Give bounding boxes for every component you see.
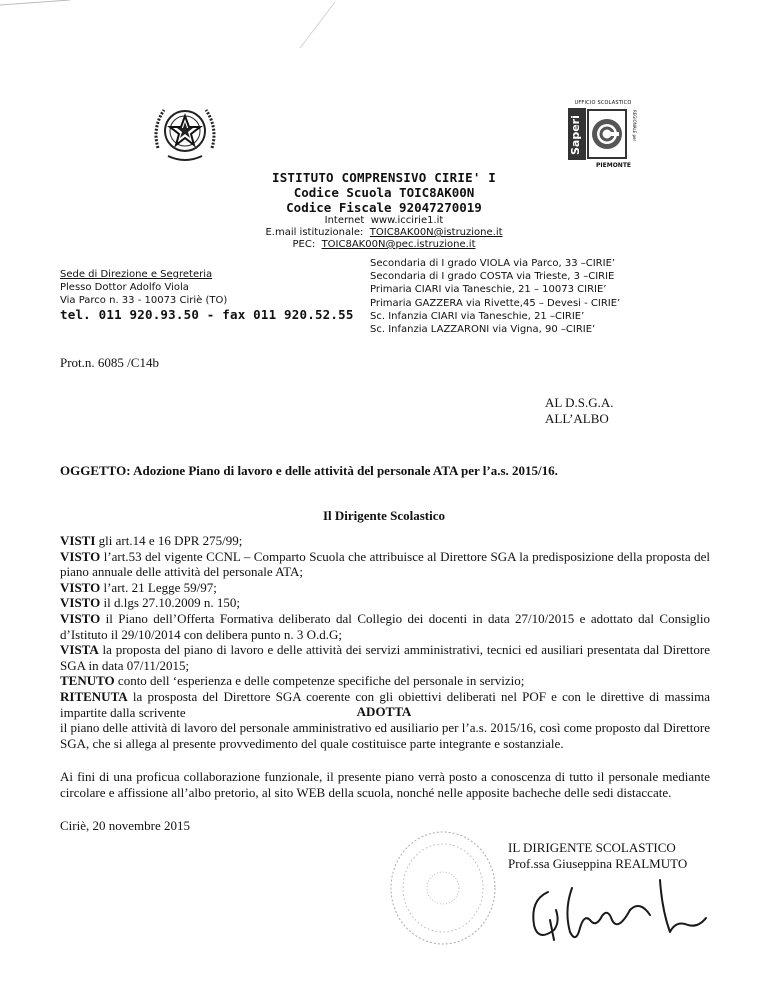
considerations-list	[60, 533, 710, 720]
address-line-2: Via Parco n. 33 - 10073 Ciriè (TO)	[60, 295, 228, 306]
consideration-item: VISTO il d.lgs 27.10.2009 n. 150;	[60, 595, 240, 611]
address-line-1: Plesso Dottor Adolfo Viola	[60, 282, 189, 293]
school-item: Secondaria di I grado VIOLA via Parco, 33 –CIRIE’	[370, 258, 616, 269]
logo-top-text: UFFICIO SCOLASTICO	[574, 100, 632, 106]
signatory-name: Prof.ssa Giuseppina REALMUTO	[508, 856, 688, 871]
phone-fax: tel. 011 920.93.50 - fax 011 920.52.55	[60, 307, 354, 322]
pec-label: PEC:	[292, 239, 316, 250]
handwritten-signature-icon	[520, 870, 720, 950]
consideration-item: VISTO il Piano dell’Offerta Formativa deliberato dal Collegio dei docenti in data 27/10/2015 e adottato dal Consiglio d’Istituto il 29/10/2014 con delibera punto n. 3 O.d.G;	[60, 610, 710, 642]
subject-line: OGGETTO: Adozione Piano di lavoro e delle attività del personale ATA per l’a.s. 2015/16.	[60, 463, 558, 478]
fiscal-code: Codice Fiscale 92047270019	[286, 200, 482, 215]
school-item: Primaria CIARI via Taneschie, 21 – 10073 CIRIE’	[370, 284, 607, 296]
website-link[interactable]: www.iccirie1.it	[370, 215, 444, 226]
pec-line	[0, 239, 768, 250]
signature-block	[508, 840, 687, 872]
consideration-item: VISTO l’art. 21 Legge 59/97;	[60, 579, 217, 595]
italian-republic-emblem-icon	[150, 98, 220, 168]
internet-label: Internet	[324, 215, 365, 226]
publication-paragraph: Ai fini di una proficua collaborazione funzionale, il presente piano verrà posto a conoscenza di tutto il personale mediante circolare e affissione all’albo pretorio, al sito WEB della scuola, nonché nelle apposite bacheche delle sedi distaccate.	[60, 769, 710, 800]
scan-edge-marks	[0, 0, 380, 60]
school-round-stamp-icon	[388, 828, 498, 948]
school-item: Secondaria di I grado COSTA via Trieste, 3 –CIRIE	[370, 271, 615, 283]
consideration-item: VISTI gli art.14 e 16 DPR 275/99;	[60, 533, 243, 548]
saperi-quality-logo-icon	[566, 100, 640, 172]
email-link[interactable]: TOIC8AK00N@istruzione.it	[369, 227, 503, 238]
school-item: Sc. Infanzia LAZZARONI via Vigna, 90 –CIRIE’	[370, 324, 596, 336]
school-item: Sc. Infanzia CIARI via Taneschie, 21 –CIRIE’	[370, 310, 585, 322]
internet-line	[0, 215, 768, 226]
protocol-number: Prot.n. 6085 /C14b	[60, 355, 159, 370]
place-date: Ciriè, 20 novembre 2015	[60, 818, 190, 833]
decision-heading: ADOTTA	[356, 704, 412, 719]
decision-paragraph: il piano delle attività di lavoro del personale amministrativo ed ausiliario per l’a.s. 2015/16, così come proposto dal Direttore SGA, che si allega al presente provvedimento del quale costituisce parte integrante e sostanziale.	[60, 720, 710, 751]
email-line	[0, 227, 768, 238]
schools-list	[370, 257, 620, 336]
recipient-albo: ALL’ALBO	[545, 411, 609, 426]
school-code: Codice Scuola TOIC8AK00N	[293, 185, 475, 200]
recipients	[545, 395, 614, 427]
school-item: Primaria GAZZERA via Rivette,45 – Devesi - CIRIE’	[370, 297, 621, 309]
email-label: E.mail istituzionale:	[265, 227, 364, 238]
address-title: Sede di Direzione e Segreteria	[60, 269, 213, 280]
logo-region-text: PIEMONTE	[596, 162, 632, 169]
institute-name: ISTITUTO COMPRENSIVO CIRIE' I	[271, 170, 497, 185]
logo-brand-text: Saperi	[569, 115, 582, 155]
issuer-heading: Il Dirigente Scolastico	[322, 508, 446, 523]
logo-side-text: REGIONALE per	[632, 110, 637, 142]
signatory-title: IL DIRIGENTE SCOLASTICO	[508, 840, 676, 855]
consideration-item: VISTO l’art.53 del vigente CCNL – Comparto Scuola che attribuisce al Direttore SGA la predisposizione della proposta del piano annuale delle attività del personale ATA;	[60, 548, 710, 580]
consideration-item: TENUTO conto dell ‘esperienza e delle competenze specifiche del personale in servizio;	[60, 673, 525, 689]
office-address	[60, 268, 354, 321]
pec-link[interactable]: TOIC8AK00N@pec.istruzione.it	[321, 239, 476, 250]
consideration-item: RITENUTA la prosposta del Direttore SGA coerente con gli obiettivi deliberati nel POF e con le direttive di massima impartite dalla scrivente	[60, 688, 710, 720]
recipient-dsga: AL D.S.G.A.	[545, 395, 614, 410]
consideration-item: VISTA la proposta del piano di lavoro e delle attività dei servizi amministrativi, tecnici ed ausiliari presentata dal Direttore SGA in data 07/11/2015;	[60, 642, 710, 673]
